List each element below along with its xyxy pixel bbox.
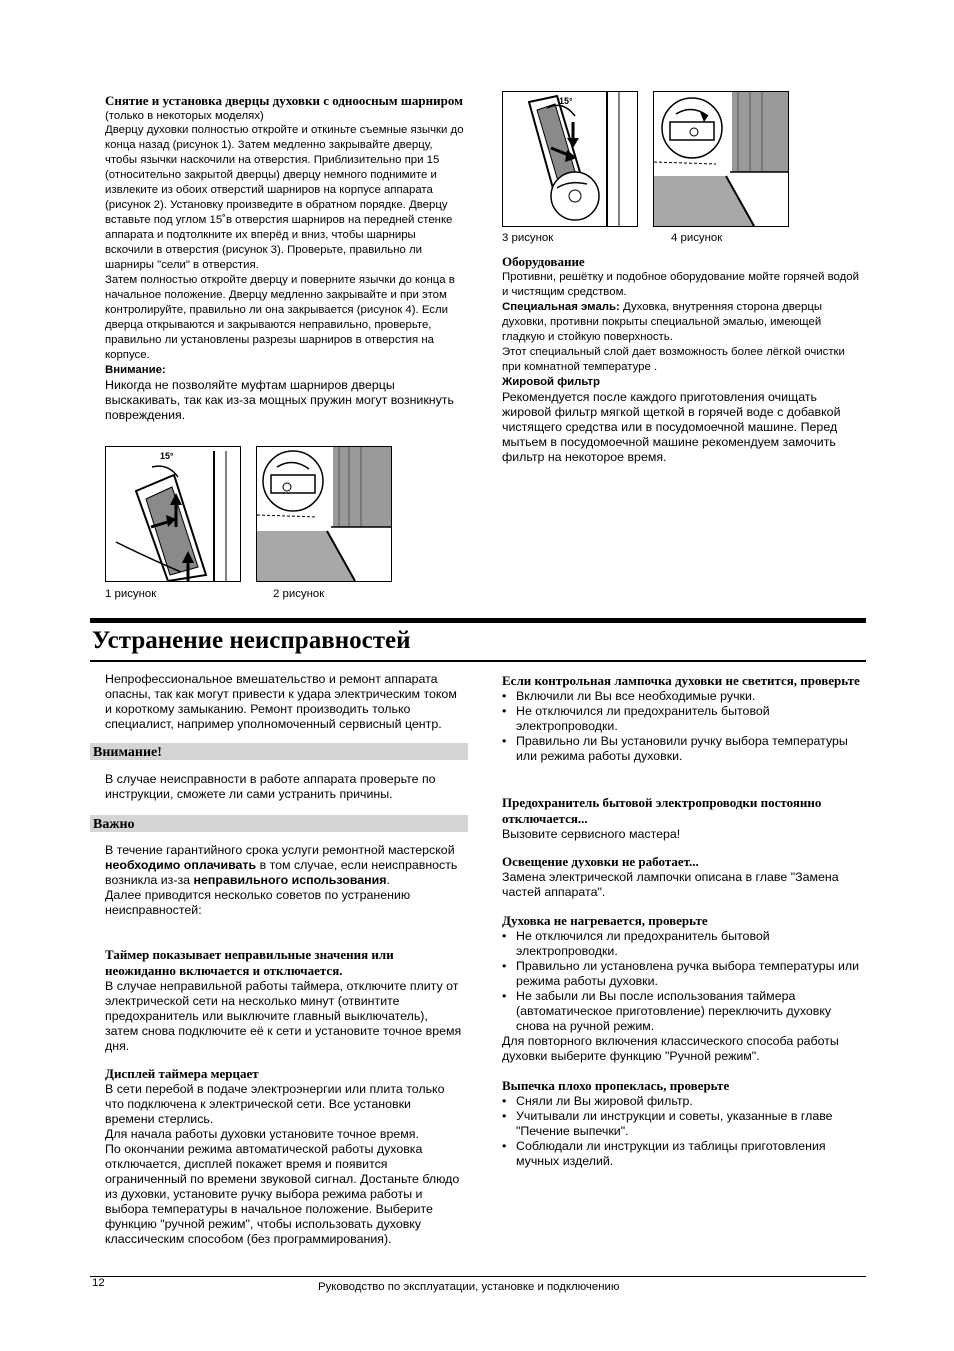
lamp-title: Если контрольная лампочка духовки не светится, проверьте [502,673,860,688]
important-bold-1: необходимо оплачивать [105,858,257,872]
important-section [105,843,463,918]
lamp-item: • Правильно ли Вы установили ручку выбора температуры или режима работы духовки. [502,734,864,764]
display-text-1: В сети перебой в подаче электроэнергии или плита только что подключена к электрической сети. Все установки времени стерлись. [105,1082,445,1126]
attention-bar-label: Внимание! [93,745,162,760]
heat-item: • Не отключился ли предохранитель бытовой электропроводки. [502,929,864,959]
page-number: 12 [92,1277,105,1289]
timer-section [105,947,463,1054]
light-text: Замена электрической лампочки описана в главе "Замена частей аппарата". [502,870,839,899]
figure-4 [653,91,789,227]
bake-title: Выпечка плохо пропеклась, проверьте [502,1078,730,1093]
door-title: Снятие и установка дверцы духовки с одноосным шарниром [105,93,463,108]
lamp-item: • Включили ли Вы все необходимые ручки. [502,689,864,704]
display-section [105,1066,463,1247]
door-attention-label: Внимание: [105,364,166,376]
heat-title: Духовка не нагревается, проверьте [502,913,708,928]
lamp-section [502,673,864,764]
filter-text: Рекомендуется после каждого приготовления очищать жировой фильтр мягкой щеткой в горячей воде с добавкой чистящего средства или в посудомоечной машине. Перед мытьем в посудомоечной машине рекомендуем замочить фильтр на некоторое время. [502,390,841,464]
figure-2 [256,446,392,582]
enamel-label: Специальная эмаль: [502,301,620,313]
bake-section [502,1078,864,1169]
enamel-text-2: Этот специальный слой дает возможность более лёгкой очистки при комнатной температуре . [502,346,845,373]
figure-3-drawing [503,92,637,226]
timer-text: В случае неправильной работы таймера, отключите плиту от электрической сети на несколько минут (отвинтите предохранитель или выключите главный выключатель), затем снова подключите её к сети и установите точное время дня. [105,979,462,1053]
figure-2-caption: 2 рисунок [273,588,325,600]
important-bar-label: Важно [93,817,135,832]
heat-item: • Не забыли ли Вы после использования таймера (автоматическое приготовление) переключить духовку снова на ручной режим. [502,989,864,1034]
important-text-4: Далее приводится несколько советов по устранению неисправностей: [105,888,411,917]
display-title: Дисплей таймера мерцает [105,1066,259,1081]
light-section [502,854,864,900]
display-text-2: Для начала работы духовки установите точное время. [105,1127,419,1141]
important-text-3: . [386,873,390,887]
important-bold-2: неправильного использования [193,873,387,887]
bake-item: • Учитывали ли инструкции и советы, указанные в главе "Печение выпечки". [502,1109,864,1139]
important-text-1: В течение гарантийного срока услуги ремонтной мастерской [105,843,455,857]
intro-text: Непрофессиональное вмешательство и ремонт аппарата опасны, так как могут привести к удара электрическим током и короткому замыканию. Ремонт производить только специалист, например уполномоченный сервисный центр. [105,672,457,731]
lamp-item: • Не отключился ли предохранитель бытовой электропроводки. [502,704,864,734]
figure-1-drawing [106,447,240,581]
equipment-text: Противни, решётку и подобное оборудование мойте горячей водой и чистящим средством. [502,271,859,298]
figure-2-drawing [257,447,391,581]
timer-title: Таймер показывает неправильные значения или неожиданно включается и отключается. [105,947,394,978]
important-bar [90,815,468,832]
heading-top-rule [90,618,866,623]
figure-3-caption: 3 рисунок [502,232,554,244]
equipment-section [502,254,862,465]
figure-1 [105,446,241,582]
troubleshooting-heading: Устранение неисправностей [92,627,411,654]
important-text-2: в том случае, если неисправность возникла из-за [105,858,458,887]
attention-text: В случае неисправности в работе аппарата проверьте по инструкции, сможете ли сами устранить причины. [105,772,436,801]
door-para1: Дверцу духовки полностью откройте и откиньте съемные язычки до конца назад (рисунок 1). Затем медленно закрывайте дверцу, чтобы язычки наскочили на отверстия. Приблизительно при 15 (относительно закрытой дверцы) дверцу немного поднимите и извлеките из обоих отверстий шарниров на корпусе аппарата (рисунок 2). Установку произведите в обратном порядке. Дверцу вставьте под углом 15˚в отверстия шарниров на передней стенке аппарата и подтолкните их вперёд и вниз, чтобы шарниры вскочили в отверстия (рисунок 3). Проверьте, правильно ли шарниры "сели" в отверстия. [105,124,464,271]
door-para2: Затем полностью откройте дверцу и поверните язычки до конца в начальное положение. Дверцу медленно закрывайте и при этом контролируйте, правильно ли она закрывается (рисунок 4). Если дверца открываются и закрываются неправильно, проверьте, правильно ли установлены разрезы шарниров в отверстия на корпусе. [105,274,455,361]
equipment-title: Оборудование [502,254,585,269]
heat-text: Для повторного включения классического способа работы духовки выберите функцию "Ручной режим". [502,1034,839,1063]
bake-item: • Соблюдали ли инструкции из таблицы приготовления мучных изделий. [502,1139,864,1169]
footer-text: Руководство по эксплуатации, установке и подключению [318,1281,620,1293]
heat-section [502,913,864,1064]
heading-bottom-rule [90,660,866,662]
figure-3-angle: 15° [559,96,573,106]
heat-item: • Правильно ли установлена ручка выбора температуры или режима работы духовки. [502,959,864,989]
attention-bar [90,743,468,760]
figure-1-caption: 1 рисунок [105,588,157,600]
door-section [105,93,467,423]
enamel-text: Духовка, внутренняя сторона дверцы духовки, противни покрыты специальной эмалью, имеющей гладкую и стойкую поверхность. [502,301,823,343]
door-subtitle: (только в некоторых моделях) [105,110,264,122]
light-title: Освещение духовки не работает... [502,854,699,869]
fuse-title: Предохранитель бытовой электропроводки постоянно отключается... [502,795,822,826]
fuse-text: Вызовите сервисного мастера! [502,827,681,841]
figure-3 [502,91,638,227]
footer-rule [90,1276,866,1277]
figure-1-angle: 15° [160,451,174,461]
figure-4-caption: 4 рисунок [671,232,723,244]
door-attention-text: Никогда не позволяйте муфтам шарниров дверцы выскакивать, так как из-за мощных пружин могут возникнуть повреждения. [105,378,454,422]
fuse-section [502,795,864,842]
filter-label: Жировой фильтр [502,376,600,388]
bake-item: • Сняли ли Вы жировой фильтр. [502,1094,864,1109]
figure-4-drawing [654,92,788,226]
display-text-3: По окончании режима автоматической работы духовка отключается, дисплей покажет время и появится ограниченный по времени звуковой сигнал. Достаньте блюдо из духовки, установите ручку выбора режима работы и выбора температуры в начальное положение. Выберите функцию "ручной режим", чтобы использовать духовку классическим способом (без программирования). [105,1142,460,1246]
